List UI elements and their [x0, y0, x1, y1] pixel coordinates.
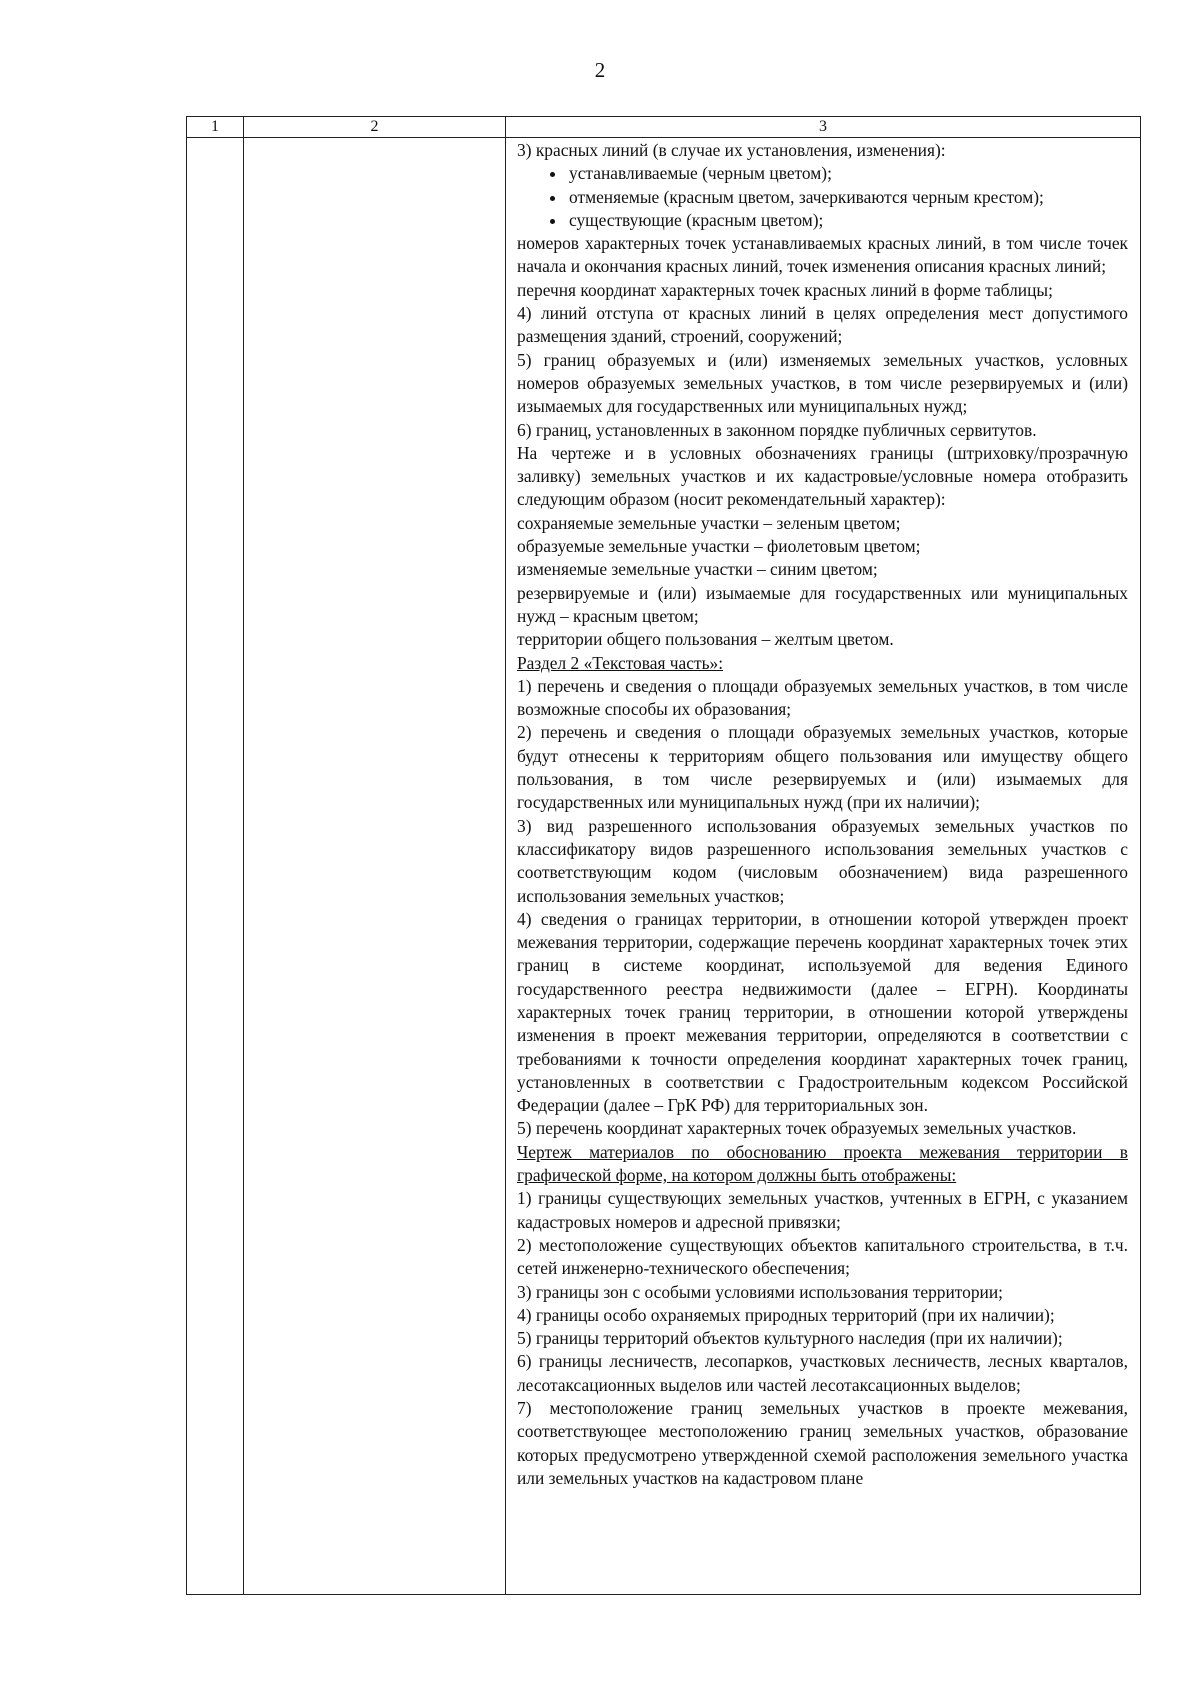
paragraph: сохраняемые земельные участки – зеленым цветом; — [517, 512, 901, 533]
paragraph: На чертеже и в условных обозначениях границы (штриховку/прозрачную заливку) земельных участков и их кадастровые/условные номера отобразить следующим образом (носит рекомендательный характер): — [517, 442, 1128, 510]
column-header-3: 3 — [506, 117, 1141, 138]
table-row — [187, 138, 1141, 1595]
paragraph: 2) перечень и сведения о площади образуемых земельных участков, которые будут отнесены к территориям общего пользования или имуществу общего пользования, в том числе резервируемых и (или) изымаемых для государственных или муниципальных нужд (при их наличии); — [517, 722, 1128, 813]
list-item: • устанавливаемые (черным цветом); — [567, 162, 1128, 185]
paragraph: резервируемые и (или) изымаемые для государственных или муниципальных нужд – красным цветом; — [517, 582, 1128, 626]
column-header-2: 2 — [244, 117, 506, 138]
paragraph: 1) перечень и сведения о площади образуемых земельных участков, в том числе возможные способы их образования; — [517, 675, 1128, 720]
page-number: 2 — [594, 58, 606, 82]
cell-col-3 — [506, 138, 1141, 1595]
paragraph: 4) линий отступа от красных линий в целях определения мест допустимого размещения зданий, строений, сооружений; — [517, 303, 1128, 347]
paragraph: 3) вид разрешенного использования образуемых земельных участков по классификатору видов разрешенного использования земельных участков с соответствующим кодом (числовым обозначением) вида разрешенного использования земельных участков; — [517, 815, 1128, 906]
paragraph: перечня координат характерных точек красных линий в форме таблицы; — [517, 279, 1053, 300]
cell-col-2 — [244, 138, 506, 1595]
paragraph: 7) местоположение границ земельных участков в проекте межевания, соответствующее местоположению границ земельных участков, образование которых предусмотрено утвержденной схемой расположения земельного участка или земельных участков на кадастровом плане — [517, 1398, 1128, 1488]
section-heading: Чертеж материалов по обоснованию проекта межевания территории в графической форме, на котором должны быть отображены: — [517, 1141, 1128, 1186]
paragraph-list — [517, 232, 1128, 1490]
cell-col-1 — [187, 138, 244, 1595]
paragraph: 5) границы территорий объектов культурного наследия (при их наличии); — [517, 1328, 1063, 1349]
section-heading: Раздел 2 «Текстовая часть»: — [517, 652, 724, 673]
paragraph: 4) границы особо охраняемых природных территорий (при их наличии); — [517, 1304, 1055, 1325]
paragraph: образуемые земельные участки – фиолетовым цветом; — [517, 536, 921, 557]
paragraph: 6) границ, установленных в законном порядке публичных сервитутов. — [517, 419, 1037, 440]
requirements-table — [186, 116, 1141, 1595]
paragraph: 5) границ образуемых и (или) изменяемых земельных участков, условных номеров образуемых земельных участков, в том числе резервируемых и (или) изымаемых для государственных или муниципальных нужд; — [517, 349, 1128, 417]
paragraph: номеров характерных точек устанавливаемых красных линий, в том числе точек начала и окончания красных линий, точек изменения описания красных линий; — [517, 233, 1128, 277]
column-header-1: 1 — [187, 117, 244, 138]
red-lines-list — [517, 162, 1128, 232]
paragraph: 5) перечень координат характерных точек образуемых земельных участков. — [517, 1118, 1077, 1139]
paragraph: 1) границы существующих земельных участков, учтенных в ЕГРН, с указанием кадастровых номеров и адресной привязки; — [517, 1188, 1128, 1232]
paragraph: 6) границы лесничеств, лесопарков, участковых лесничеств, лесных кварталов, лесотаксационных выделов или частей лесотаксационных выделов; — [517, 1351, 1128, 1395]
paragraph: 4) сведения о границах территории, в отношении которой утвержден проект межевания территории, содержащие перечень координат характерных точек этих границ в системе координат, используемой для ведения Единого государственного реестра недвижимости (далее – ЕГРН). Координаты характерных точек границ территории, в отношении которой утверждены изменения в проект межевания территории, определяются в соответствии с требованиями к точности определения координат характерных точек границ, установленных в соответствии с Градостроительным кодексом Российской Федерации (далее – ГрК РФ) для территориальных зон. — [517, 908, 1128, 1116]
paragraph: 3) границы зон с особыми условиями использования территории; — [517, 1281, 1003, 1302]
paragraph: 2) местоположение существующих объектов капитального строительства, в т.ч. сетей инженерно-технического обеспечения; — [517, 1234, 1128, 1279]
red-lines-intro: 3) красных линий (в случае их установления, изменения): — [517, 140, 946, 160]
list-item: • отменяемые (красным цветом, зачеркиваются черным крестом); — [567, 186, 1128, 209]
paragraph: территории общего пользования – желтым цветом. — [517, 629, 894, 650]
table-header-row — [187, 117, 1141, 138]
cell-content — [506, 138, 1140, 1490]
paragraph: изменяемые земельные участки – синим цветом; — [517, 559, 878, 580]
list-item: • существующие (красным цветом); — [567, 209, 1128, 232]
